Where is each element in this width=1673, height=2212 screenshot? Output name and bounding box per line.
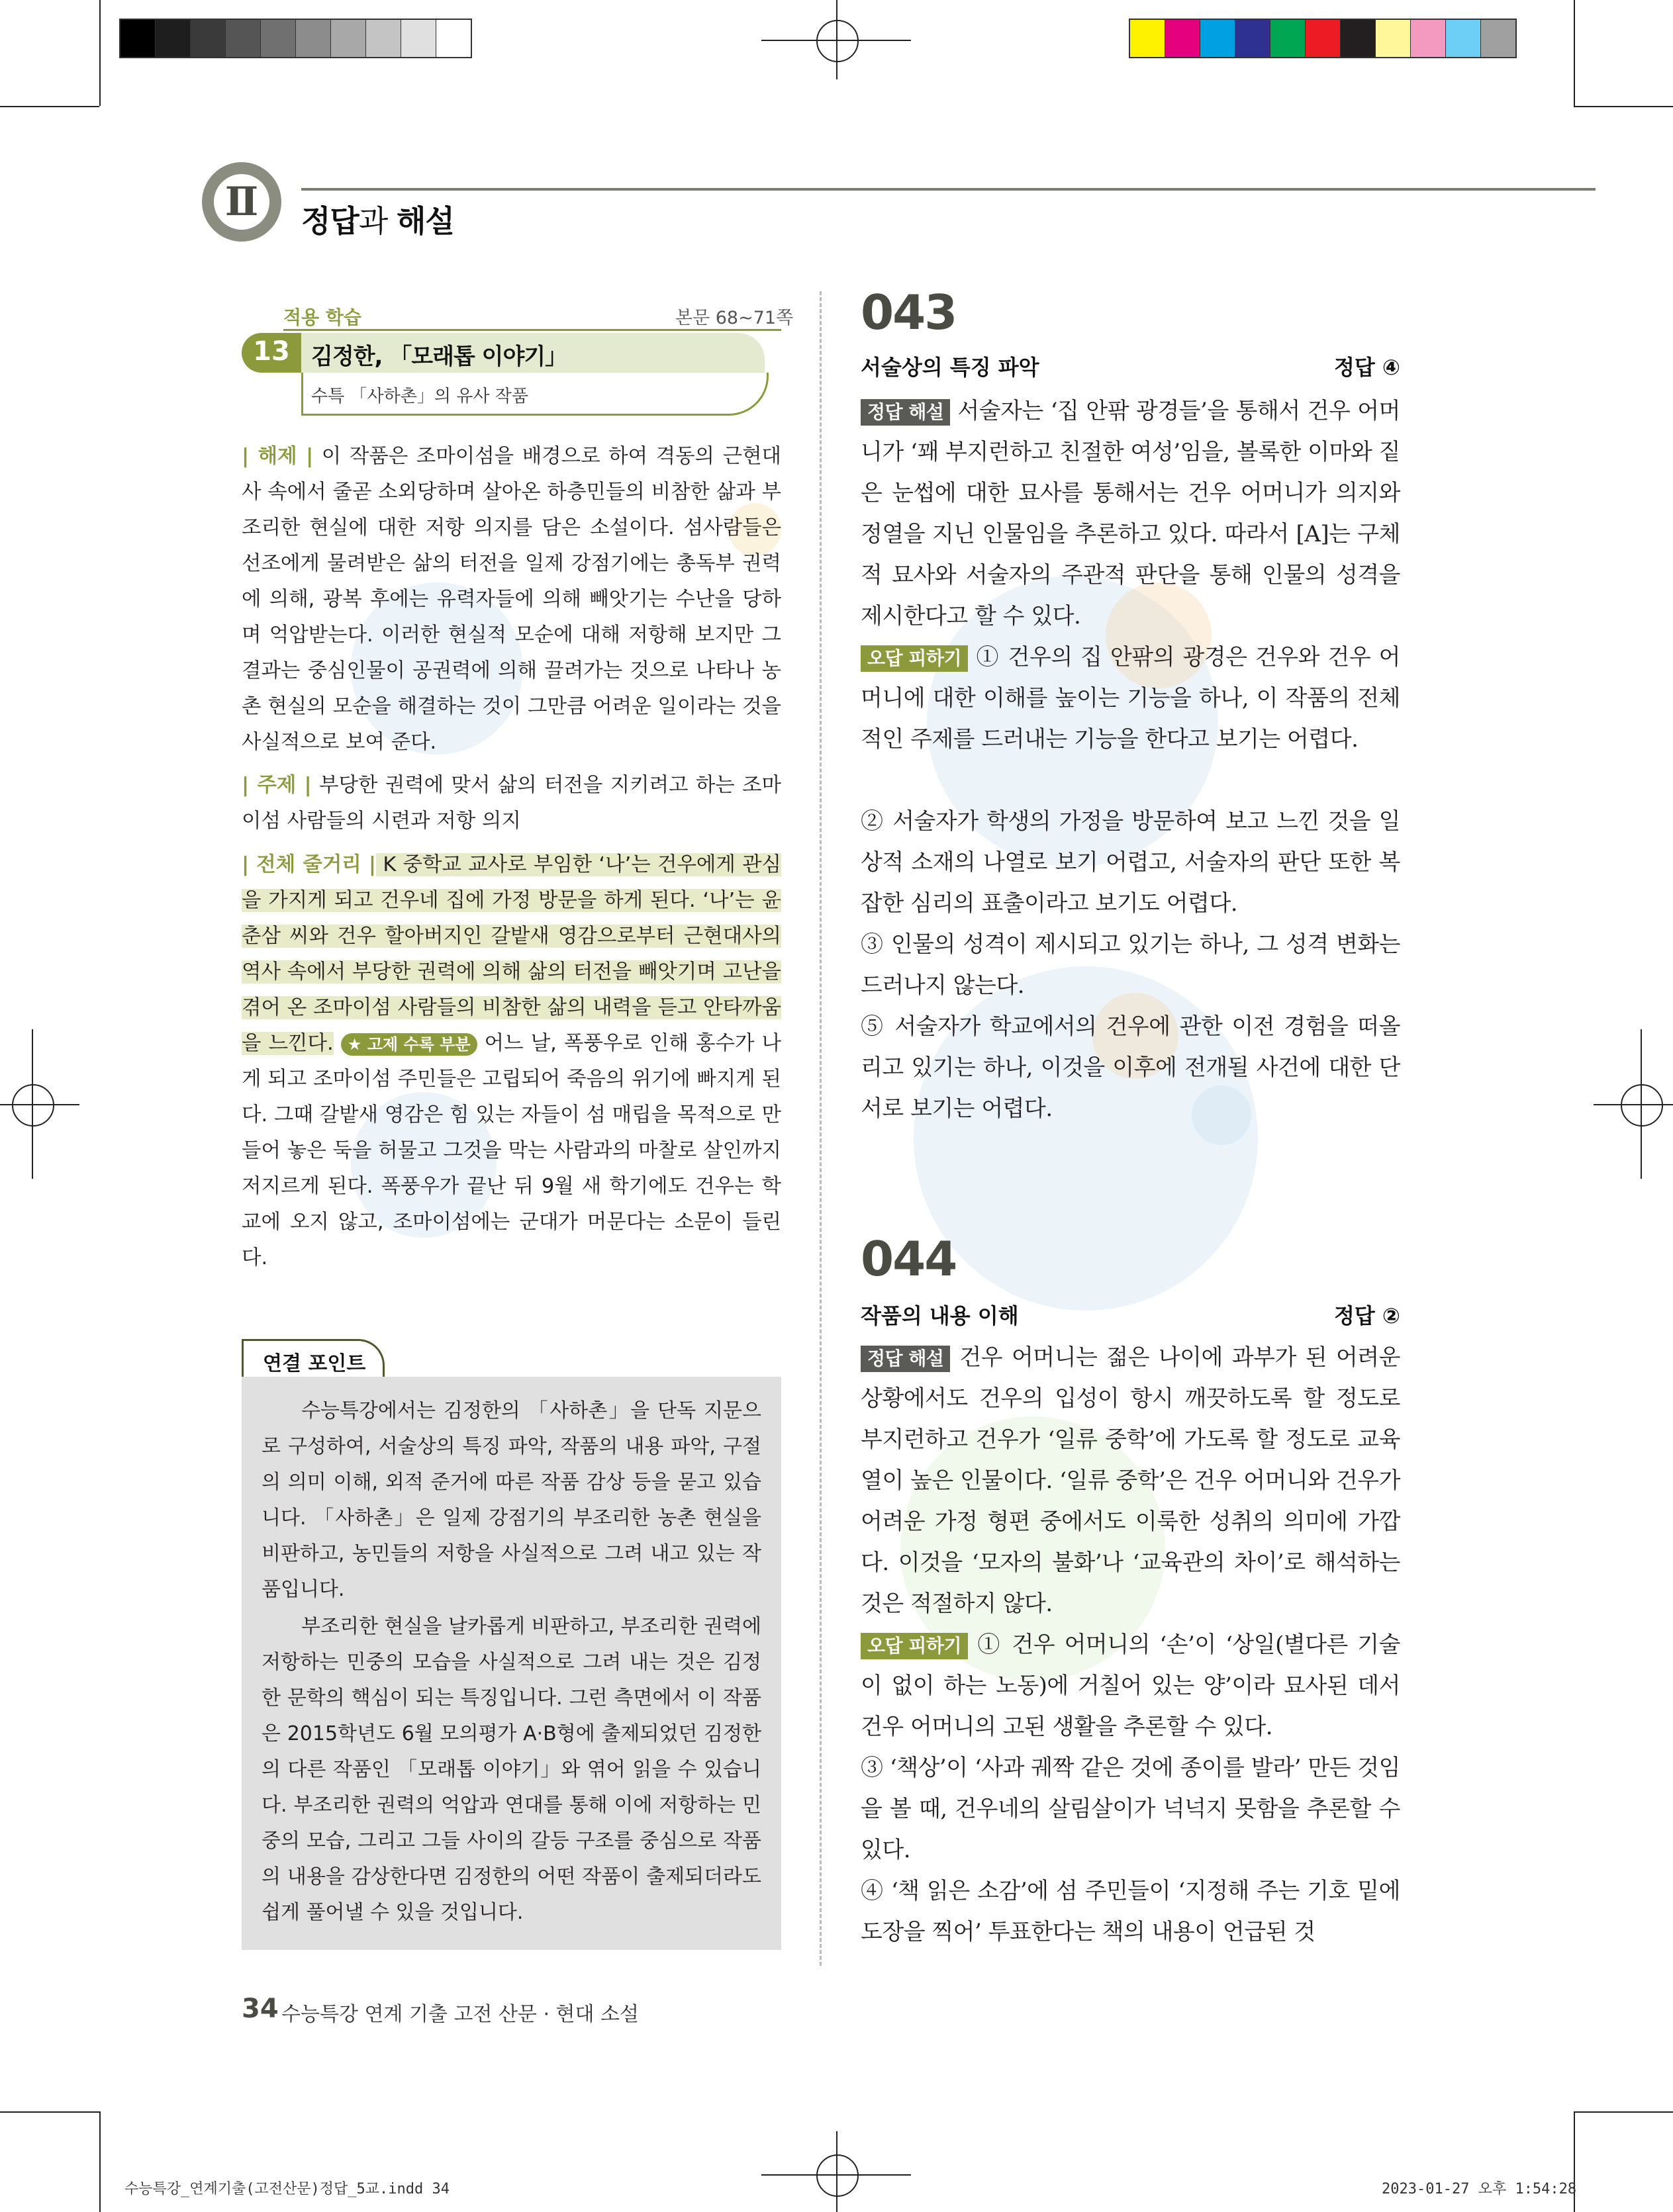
title-connector: 과 — [358, 203, 397, 239]
avoid-044-1 — [861, 1624, 1400, 1747]
crop-mark — [1574, 2111, 1673, 2113]
section-label: 적용 학습 — [283, 306, 361, 328]
book-title: 수능특강 연계 기출 고전 산문 · 현대 소설 — [281, 2003, 639, 2026]
label-avoid-wrong: 오답 피하기 — [861, 645, 968, 672]
title-part-answer: 정답 — [301, 203, 359, 239]
question-heading-043 — [861, 351, 1400, 381]
crop-mark — [0, 2111, 99, 2113]
plot-paragraph — [242, 847, 781, 1276]
chapter-numeral: Ⅱ — [224, 179, 259, 225]
theme-paragraph — [242, 768, 781, 839]
avoid-044-4: ④ ‘책 읽은 소감’에 섬 주민들이 ‘지정해 주는 기호 밑에 도장을 찍어’ 투표한다는 책의 내용이 언급된 것 — [861, 1878, 1400, 1945]
link-point-title: 연결 포인트 — [263, 1352, 366, 1375]
explanation-044 — [861, 1337, 1400, 1624]
haeje-tag: | 해제 | — [242, 445, 314, 468]
process-color-bar — [1129, 19, 1517, 58]
crop-mark — [99, 0, 101, 106]
link-point-paragraph-1: 수능특강에서는 김정한의 「사하촌」을 단독 지문으로 구성하여, 서술상의 특징 파악, 작품의 내용 파악, 구절의 의미 이해, 외적 준거에 따른 작품 감상 등을 묻고 있습니다. 「사하촌」은 일제 강점기의 부조리한 농촌 현실을 비판하고, 농민들의 저항을 사실적으로 그려 내고 있는 작품입니다. — [262, 1399, 761, 1601]
explanation-043 — [861, 391, 1400, 637]
avoid-044-3: ③ ‘책상’이 ‘사과 궤짝 같은 것에 종이를 발라’ 만든 것임을 볼 때, 건우네의 살림살이가 넉넉지 못함을 추론할 수 있다. — [861, 1755, 1400, 1863]
slug-filename: 수능특강_연계기출(고전산문)정답_5교.indd 34 — [124, 2181, 450, 2197]
crop-mark — [1574, 0, 1575, 106]
avoid-text-043-1: ① 건우의 집 안팎의 광경은 건우와 건우 어머니에 대한 이해를 높이는 기능을 하나, 이 작품의 전체적인 주제를 드러내는 기능을 한다고 보기는 어렵다. — [861, 644, 1400, 753]
avoid-043-1 — [861, 637, 1400, 760]
label-avoid-wrong: 오답 피하기 — [861, 1633, 968, 1659]
haeje-paragraph — [242, 439, 781, 760]
exam-excerpt-badge: ★ 고제 수록 부분 — [341, 1033, 477, 1056]
question-topic-044: 작품의 내용 이해 — [861, 1303, 1019, 1328]
grayscale-color-bar — [119, 19, 472, 58]
exam-excerpt-label: 고제 수록 부분 — [367, 1035, 471, 1054]
link-point-paragraph-2: 부조리한 현실을 날카롭게 비판하고, 부조리한 권력에 저항하는 민중의 모습을 사실적으로 그려 내는 것은 김정한 문학의 핵심이 되는 특징입니다. 그런 측면에서 이 작품은 2015학년도 6월 모의평가 A·B형에 출제되었던 김정한의 다른 작품인 「모래톱 이야기」와 엮어 읽을 수 있습니다. 부조리한 권력의 억압과 연대를 통해 이에 저항하는 민중의 모습, 그리고 그들 사이의 갈등 구조를 중심으로 작품의 내용을 감상한다면 김정한의 어떤 작품이 출제되더라도 쉽게 풀어낼 수 있을 것입니다. — [262, 1615, 761, 1924]
page-number: 34 — [242, 1994, 279, 2024]
column-divider — [820, 291, 822, 1966]
header-rule — [301, 188, 1596, 191]
answer-044: 정답 ② — [1333, 1303, 1400, 1328]
explanation-text-044: 건우 어머니는 젊은 나이에 과부가 된 어려운 상황에서도 건우의 입성이 항시 깨끗하도록 할 정도로 부지런하고 건우가 ‘일류 중학’에 가도록 할 정도로 교육열이 높은 인물이다. ‘일류 중학’은 건우 어머니와 건우가 어려운 가정 형편 중에서도 이룩한 성취의 의미에 가깝다. 이것을 ‘모자의 불화’나 ‘교육관의 차이’로 해석하는 것은 적절하지 않다. — [861, 1344, 1400, 1617]
avoid-043-5: ⑤ 서술자가 학교에서의 건우에 관한 이전 경험을 떠올리고 있기는 하나, 이것을 이후에 전개될 사건에 대한 단서로 보기는 어렵다. — [861, 1013, 1400, 1122]
haeje-text: 이 작품은 조마이섬을 배경으로 하여 격동의 근현대사 속에서 줄곧 소외당하며 살아온 하층민들의 비참한 삶과 부조리한 현실에 대한 저항 의지를 담은 소설이다. 섬사람들은 선조에게 물려받은 삶의 터전을 일제 강점기에는 총독부 권력에 의해, 광복 후에는 유력자들에 의해 빼앗기는 수난을 당하며 억압받는다. 이러한 현실적 모순에 대해 저항해 보지만 그 결과는 중심인물이 공권력에 의해 끌려가는 것으로 나타나 농촌 현실의 모순을 해결하는 것이 그만큼 어려운 일이라는 것을 사실적으로 보여 준다. — [242, 445, 781, 754]
theme-text: 부당한 권력에 맞서 삶의 터전을 지키려고 하는 조마이섬 사람들의 시련과 저항 의지 — [242, 774, 781, 833]
avoid-043-2: ② 서술자가 학생의 가정을 방문하여 보고 느낀 것을 일상적 소재의 나열로 보기 어렵고, 서술자의 판단 또한 복잡한 심리의 표출이라고 보기도 어렵다. — [861, 808, 1400, 917]
plot-highlighted-text: K 중학교 교사로 부임한 ‘나’는 건우에게 관심을 가지게 되고 건우네 집에 가정 방문을 하게 된다. ‘나’는 윤춘삼 씨와 건우 할아버지인 갈밭새 영감으로부터 근현대사의 역사 속에서 부당한 권력에 의해 삶의 터전을 빼앗기며 고난을 겪어 온 조마이섬 사람들의 비참한 삶의 내력을 듣고 안타까움을 느낀다. — [242, 853, 781, 1055]
crop-mark — [0, 106, 99, 107]
question-topic-043: 서술상의 특징 파악 — [861, 355, 1039, 380]
item-number: 13 — [253, 336, 290, 367]
crop-mark — [1574, 106, 1673, 107]
crop-mark — [99, 2111, 101, 2212]
plot-tag: | 전체 줄거리 | — [242, 853, 377, 876]
item-subtitle: 수특 「사하촌」의 유사 작품 — [311, 387, 528, 406]
explanation-text-043: 서술자는 ‘집 안팎 광경들’을 통해서 건우 어머니가 ‘꽤 부지런하고 친절한 여성’임을, 볼록한 이마와 짙은 눈썹에 대한 묘사를 통해서는 건우 어머니가 의지와 정열을 지닌 인물임을 추론하고 있다. 따라서 [A]는 구체적 묘사와 서술자의 주관적 판단을 통해 인물의 성격을 제시한다고 할 수 있다. — [861, 398, 1400, 629]
page-reference: 본문 68∼71쪽 — [675, 308, 794, 328]
question-number-043: 043 — [861, 285, 957, 340]
section-rule — [283, 329, 781, 331]
question-heading-044 — [861, 1299, 1400, 1330]
avoid-043-3: ③ 인물의 성격이 제시되고 있기는 하나, 그 성격 변화는 드러나지 않는다. — [861, 931, 1400, 999]
answer-043: 정답 ④ — [1333, 355, 1400, 380]
slug-datetime: 2023-01-27 오후 1:54:28 — [1382, 2181, 1577, 2197]
label-correct-explanation: 정답 해설 — [861, 1346, 950, 1372]
avoid-text-044-1: ① 건우 어머니의 ‘손’이 ‘상일(별다른 기술이 없이 하는 노동)에 거칠어 있는 양’이라 묘사된 데서 건우 어머니의 고된 생활을 추론할 수 있다. — [861, 1632, 1400, 1740]
plot-rest-text: 어느 날, 폭풍우로 인해 홍수가 나게 되고 조마이섬 주민들은 고립되어 죽음의 위기에 빠지게 된다. 그때 갈밭새 영감은 힘 있는 자들이 섬 매립을 목적으로 만들어 놓은 둑을 허물고 그것을 막는 사람과의 마찰로 살인까지 저지르게 된다. 폭풍우가 끝난 뒤 9월 새 학기에도 건우는 학교에 오지 않고, 조마이섬에는 군대가 머문다는 소문이 들린다. — [242, 1032, 782, 1269]
theme-tag: | 주제 | — [242, 774, 312, 797]
item-title: 김정한, 「모래톱 이야기」 — [311, 344, 567, 370]
label-correct-explanation: 정답 해설 — [861, 399, 950, 426]
title-part-explanation: 해설 — [396, 203, 454, 239]
question-number-044: 044 — [861, 1231, 957, 1287]
page-title — [301, 197, 454, 241]
